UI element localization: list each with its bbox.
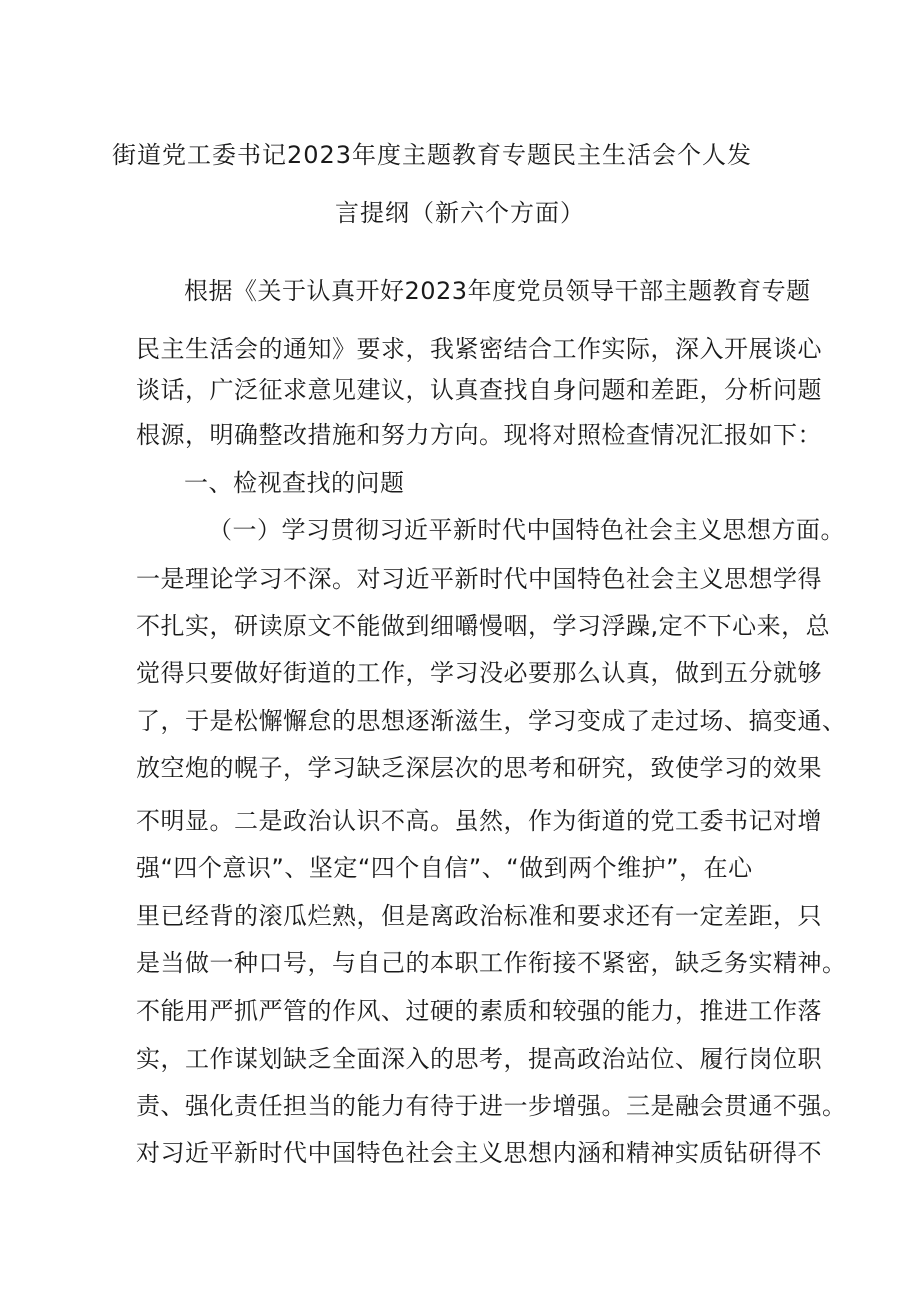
paragraph-line: 民主生活会的通知》要求，我紧密结合工作实际，深入开展谈心 [136, 335, 822, 363]
paragraph-line: 根源，明确整改措施和努力方向。现将对照检查情况汇报如下： [136, 421, 822, 449]
paragraph-line: 实，工作谋划缺乏全面深入的思考，提高政治站位、履行岗位职 [136, 1045, 822, 1073]
subsection-heading: （一）学习贯彻习近平新时代中国特色社会主义思想方面。 [208, 516, 845, 544]
paragraph-line: 不能用严抓严管的作风、过硬的素质和较强的能力，推进工作落 [136, 997, 822, 1025]
paragraph-line: 觉得只要做好街道的工作，学习没必要那么认真，做到五分就够 [136, 659, 822, 687]
paragraph-line: 了，于是松懈懈怠的思想逐渐滋生，学习变成了走过场、搞变通、 [136, 707, 847, 735]
paragraph-line: 根据《关于认真开好2023年度党员领导干部主题教育专题 [184, 277, 811, 305]
document-title-line-1: 街道党工委书记2023年度主题教育专题民主生活会个人发 [111, 141, 753, 169]
paragraph-line: 谈话，广泛征求意见建议，认真查找自身问题和差距，分析问题 [136, 376, 822, 404]
paragraph-line: 对习近平新时代中国特色社会主义思想内涵和精神实质钻研得不 [136, 1139, 822, 1167]
paragraph-line: 里已经背的滚瓜烂熟，但是离政治标准和要求还有一定差距，只 [136, 902, 822, 930]
paragraph-line: 一是理论学习不深。对习近平新时代中国特色社会主义思想学得 [136, 565, 822, 593]
document-title-line-2: 言提纲（新六个方面） [335, 199, 585, 227]
paragraph-line: 不扎实，研读原文不能做到细嚼慢咽，学习浮躁,定不下心来，总 [136, 612, 831, 640]
paragraph-line: 是当做一种口号，与自己的本职工作衔接不紧密，缺乏务实精神。 [136, 949, 847, 977]
paragraph-line: 放空炮的幌子，学习缺乏深层次的思考和研究，致使学习的效果 [136, 754, 822, 782]
paragraph-line: 强“四个意识”、坚定“四个自信”、“做到两个维护”，在心 [136, 854, 753, 882]
section-heading: 一、检视查找的问题 [184, 469, 405, 497]
paragraph-line: 责、强化责任担当的能力有待于进一步增强。三是融会贯通不强。 [136, 1092, 847, 1120]
paragraph-line: 不明显。二是政治认识不高。虽然，作为街道的党工委书记对增 [136, 807, 822, 835]
